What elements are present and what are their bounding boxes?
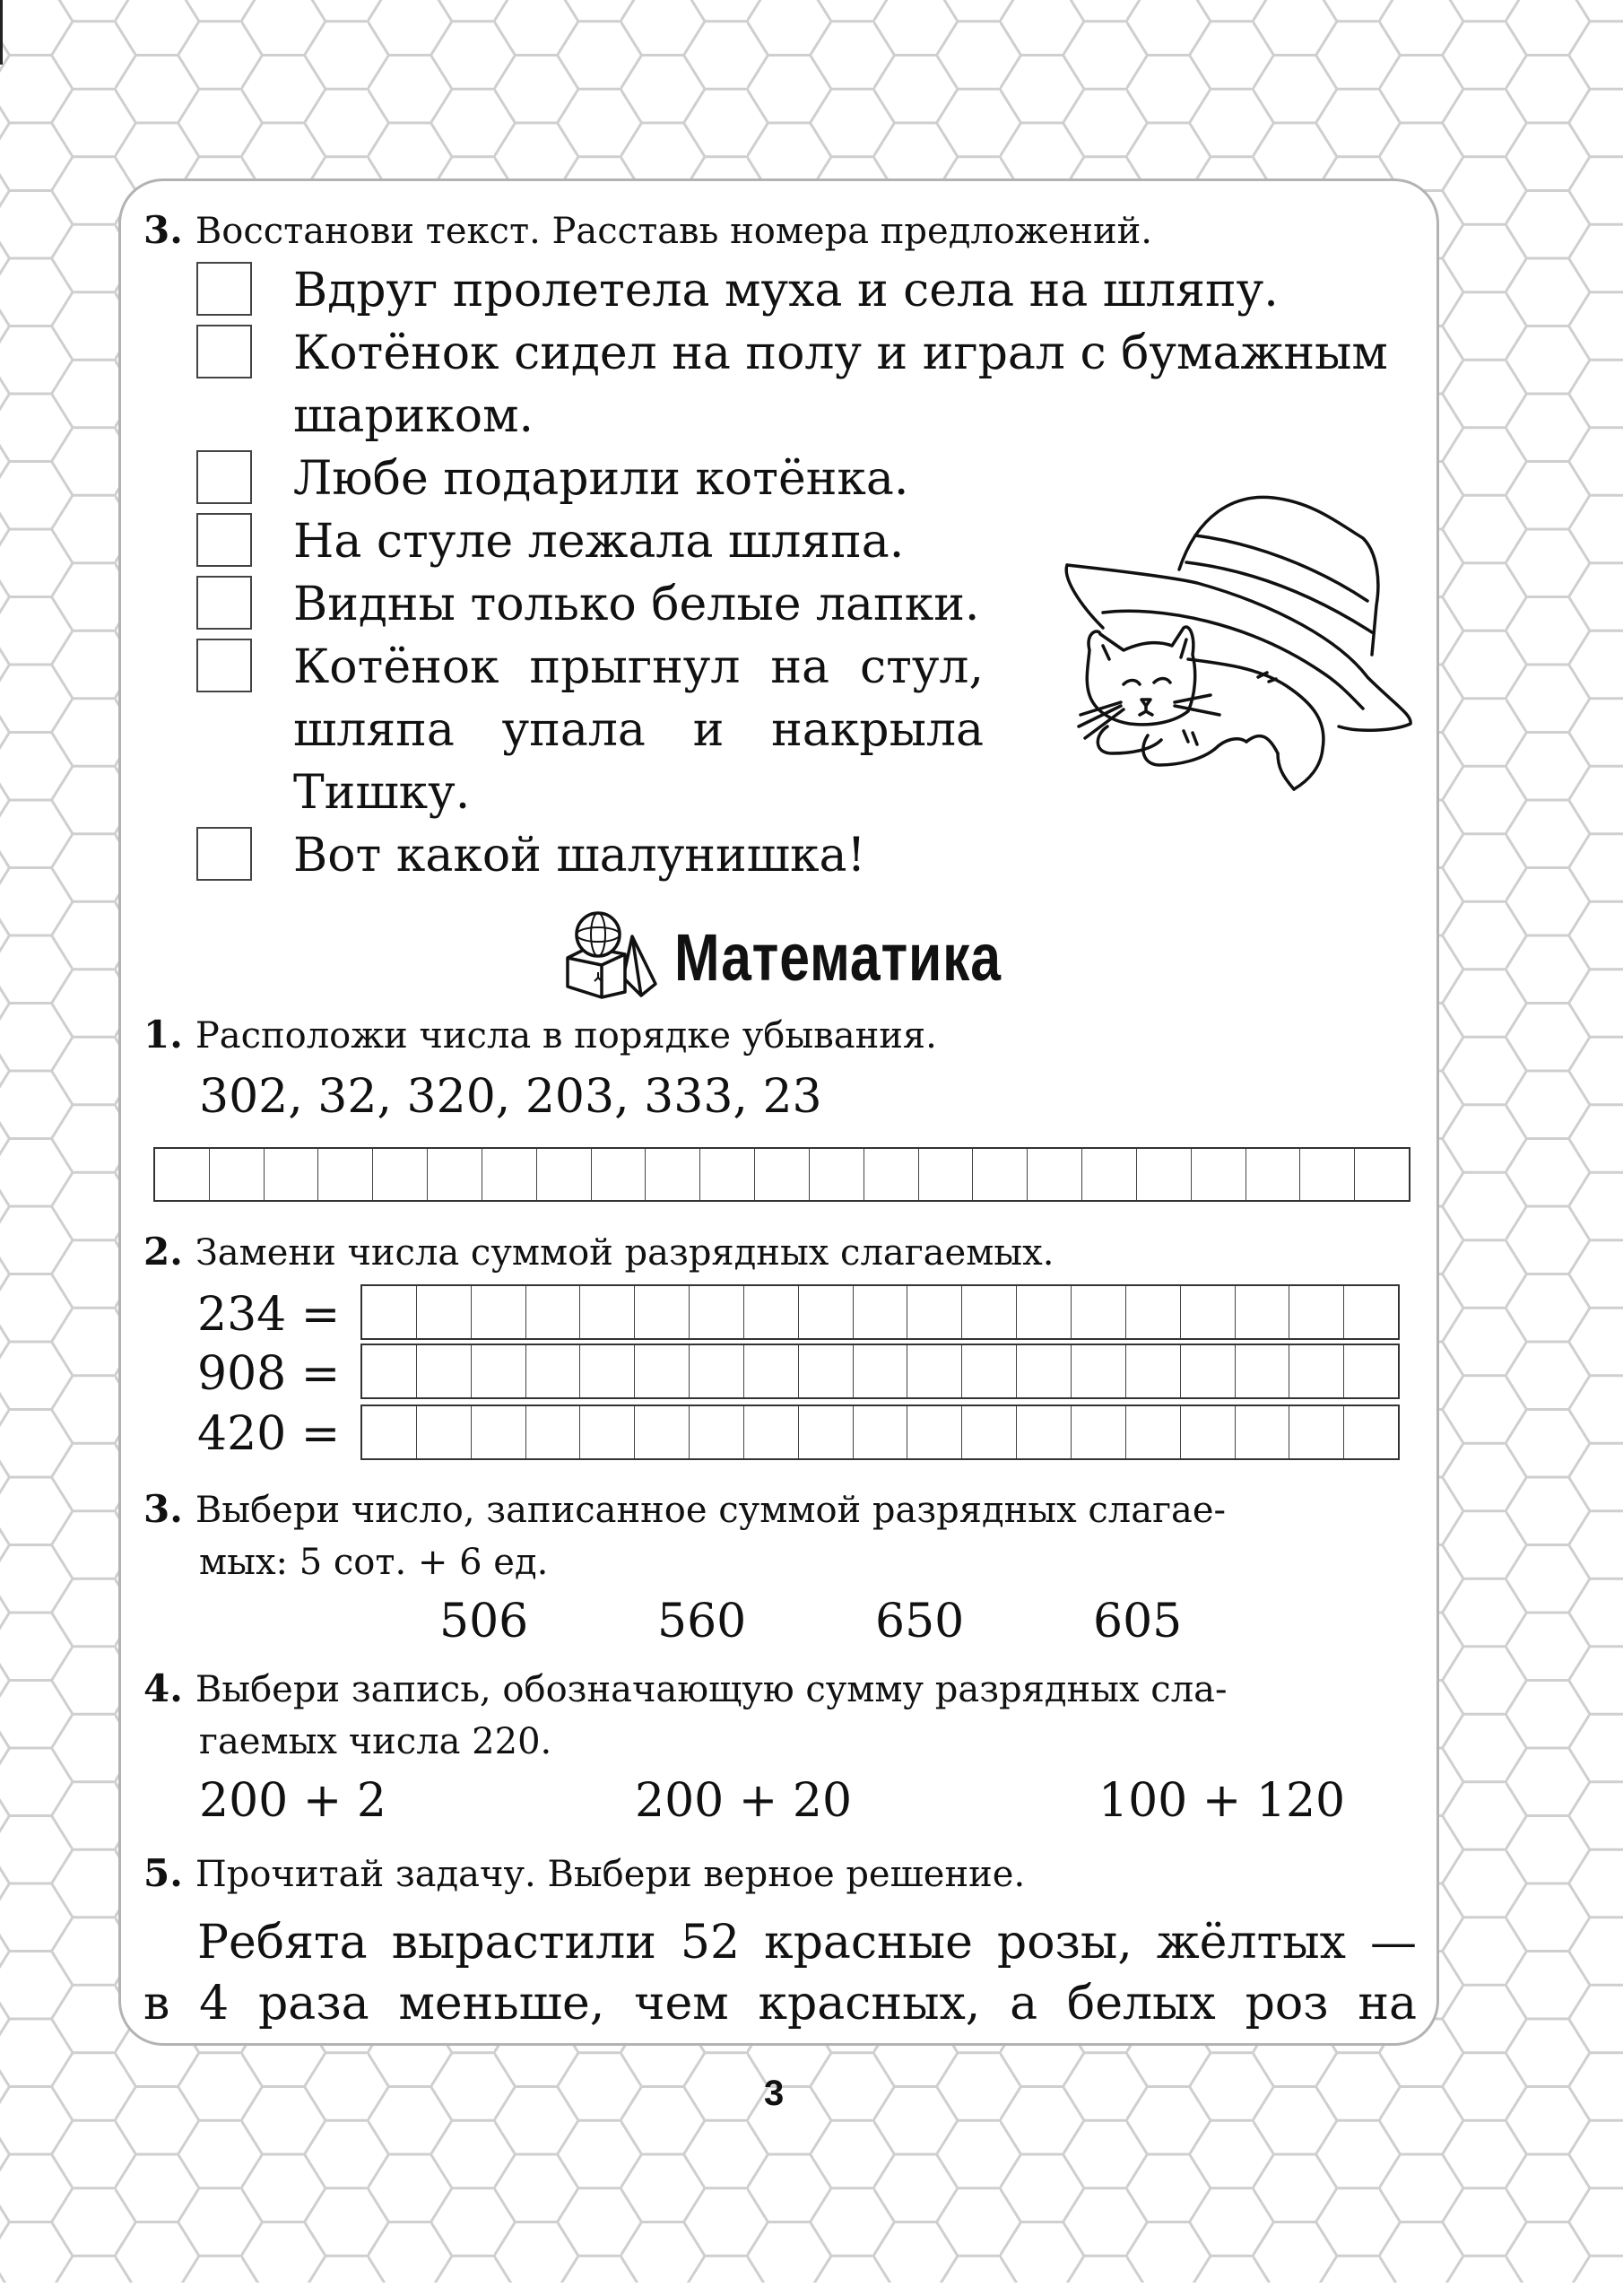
answer-cell[interactable] <box>265 1149 319 1200</box>
answer-cell[interactable] <box>1028 1149 1082 1200</box>
answer-cell[interactable] <box>1289 1406 1344 1458</box>
answer-cell[interactable] <box>854 1345 908 1397</box>
sentence-number-box-4[interactable] <box>196 513 252 567</box>
answer-cell[interactable] <box>537 1149 592 1200</box>
math-task-3-header <box>143 1487 1417 1531</box>
answer-cell[interactable] <box>580 1406 635 1458</box>
answer-cell[interactable] <box>362 1406 417 1458</box>
answer-cell[interactable] <box>1344 1345 1398 1397</box>
answer-cell[interactable] <box>744 1345 799 1397</box>
answer-cell[interactable] <box>1126 1345 1181 1397</box>
math-task-5-header <box>143 1851 1026 1895</box>
page-number: 3 <box>764 2074 785 2113</box>
answer-cell[interactable] <box>854 1406 908 1458</box>
answer-cell[interactable] <box>962 1406 1017 1458</box>
answer-cell[interactable] <box>592 1149 647 1200</box>
answer-cell[interactable] <box>1289 1286 1344 1338</box>
answer-cell[interactable] <box>580 1345 635 1397</box>
sentence-7-line-1: Вот какой шалунишка! <box>293 829 866 883</box>
answer-cell[interactable] <box>1181 1406 1236 1458</box>
task-number: 4. <box>143 1666 183 1710</box>
sentence-number-box-3[interactable] <box>196 450 252 504</box>
answer-cell[interactable] <box>907 1406 962 1458</box>
answer-cell[interactable] <box>755 1149 810 1200</box>
answer-cell[interactable] <box>1236 1286 1290 1338</box>
answer-cell[interactable] <box>362 1286 417 1338</box>
sentence-3-line-1: Любе подарили котёнка. <box>293 452 909 506</box>
answer-cell[interactable] <box>635 1286 690 1338</box>
answer-cell[interactable] <box>1126 1406 1181 1458</box>
expand-label-234: 234 = <box>197 1288 341 1342</box>
sentence-4-line-1: На стуле лежала шляпа. <box>293 515 905 569</box>
answer-cell[interactable] <box>526 1406 581 1458</box>
answer-cell[interactable] <box>210 1149 265 1200</box>
task-instruction: Замени числа суммой разрядных слагаемых. <box>195 1232 1055 1274</box>
option-605[interactable]: 605 <box>1093 1595 1183 1648</box>
answer-cell[interactable] <box>907 1345 962 1397</box>
task-number: 5. <box>143 1851 183 1895</box>
task-instruction: Прочитай задачу. Выбери верное решение. <box>195 1854 1026 1895</box>
answer-cell[interactable] <box>580 1286 635 1338</box>
answer-cell[interactable] <box>973 1149 1028 1200</box>
story-line-1: Ребята вырастили 52 красные розы, жёлтых — <box>197 1916 1417 1970</box>
answer-grid-908[interactable] <box>360 1344 1400 1399</box>
answer-cell[interactable] <box>472 1345 526 1397</box>
sentence-number-box-1[interactable] <box>196 262 252 316</box>
answer-cell[interactable] <box>1181 1345 1236 1397</box>
sentence-number-box-2[interactable] <box>196 325 252 378</box>
option-506[interactable]: 506 <box>439 1595 529 1648</box>
answer-cell[interactable] <box>744 1286 799 1338</box>
task-number: 2. <box>143 1230 183 1274</box>
option-650[interactable]: 650 <box>875 1595 965 1648</box>
answer-cell[interactable] <box>799 1406 854 1458</box>
task-instruction: Расположи числа в порядке убывания. <box>195 1015 937 1057</box>
answer-cell[interactable] <box>1246 1149 1301 1200</box>
answer-cell[interactable] <box>1137 1149 1192 1200</box>
math-task-1-header <box>143 1013 937 1057</box>
answer-cell[interactable] <box>1236 1345 1290 1397</box>
answer-cell[interactable] <box>690 1345 744 1397</box>
sentence-5-line-1: Видны только белые лапки. <box>293 578 980 631</box>
answer-cell[interactable] <box>1017 1345 1072 1397</box>
answer-cell[interactable] <box>690 1406 744 1458</box>
answer-cell[interactable] <box>700 1149 755 1200</box>
expand-label-908: 908 = <box>197 1347 341 1401</box>
sentence-number-box-5[interactable] <box>196 576 252 630</box>
answer-cell[interactable] <box>417 1406 472 1458</box>
answer-grid-234[interactable] <box>360 1284 1400 1340</box>
answer-cell[interactable] <box>417 1286 472 1338</box>
sentence-2-line-1: Котёнок сидел на полу и играл с бумажным <box>293 326 1388 380</box>
reading-task-header <box>143 208 1152 252</box>
answer-grid-descending[interactable] <box>153 1147 1410 1202</box>
answer-cell[interactable] <box>1072 1406 1126 1458</box>
answer-cell[interactable] <box>318 1149 373 1200</box>
answer-cell[interactable] <box>1126 1286 1181 1338</box>
sentence-6-line-2: шляпа упала и накрыла <box>293 703 984 757</box>
answer-cell[interactable] <box>799 1345 854 1397</box>
sentence-6-line-1: Котёнок прыгнул на стул, <box>293 640 984 694</box>
story-line-2: в 4 раза меньше, чем красных, а белых роз на <box>143 1977 1417 2031</box>
answer-cell[interactable] <box>919 1149 974 1200</box>
answer-cell[interactable] <box>362 1345 417 1397</box>
answer-cell[interactable] <box>1072 1345 1126 1397</box>
answer-cell[interactable] <box>526 1345 581 1397</box>
task-instruction-line-1: Выбери запись, обозначающую сумму разрядных сла- <box>195 1669 1228 1710</box>
sentence-number-box-7[interactable] <box>196 827 252 881</box>
math-section-title: Математика <box>674 920 1002 995</box>
numbers-to-sort: 302, 32, 320, 203, 333, 23 <box>199 1070 822 1124</box>
answer-cell[interactable] <box>1072 1286 1126 1338</box>
answer-cell[interactable] <box>635 1406 690 1458</box>
answer-cell[interactable] <box>1017 1406 1072 1458</box>
answer-cell[interactable] <box>472 1286 526 1338</box>
answer-cell[interactable] <box>526 1286 581 1338</box>
option-200-plus-20[interactable]: 200 + 20 <box>635 1774 853 1828</box>
sentence-2-line-2: шариком. <box>293 389 534 443</box>
answer-cell[interactable] <box>810 1149 864 1200</box>
answer-cell[interactable] <box>482 1149 537 1200</box>
expand-label-420: 420 = <box>197 1407 341 1461</box>
answer-cell[interactable] <box>417 1345 472 1397</box>
page-edge-mark <box>0 0 3 65</box>
sentence-1-line-1: Вдруг пролетела муха и села на шляпу. <box>293 264 1279 317</box>
answer-cell[interactable] <box>1181 1286 1236 1338</box>
answer-cell[interactable] <box>472 1406 526 1458</box>
task-number: 1. <box>143 1013 183 1057</box>
answer-cell[interactable] <box>864 1149 919 1200</box>
answer-cell[interactable] <box>1344 1286 1398 1338</box>
answer-cell[interactable] <box>1300 1149 1355 1200</box>
answer-cell[interactable] <box>428 1149 482 1200</box>
answer-cell[interactable] <box>1344 1406 1398 1458</box>
answer-cell[interactable] <box>962 1286 1017 1338</box>
sentence-6-line-3: Тишку. <box>293 766 471 820</box>
task-instruction-line-1: Выбери число, записанное суммой разрядных слагае- <box>195 1490 1227 1531</box>
geometry-shapes-icon <box>562 908 659 999</box>
math-task-2-header <box>143 1230 1055 1274</box>
answer-cell[interactable] <box>635 1345 690 1397</box>
task-instruction-line-2: мых: 5 сот. + 6 ед. <box>199 1542 549 1583</box>
kitten-under-hat-illustration <box>1054 480 1430 803</box>
answer-cell[interactable] <box>962 1345 1017 1397</box>
answer-cell[interactable] <box>1017 1286 1072 1338</box>
sentence-number-box-6[interactable] <box>196 639 252 692</box>
answer-cell[interactable] <box>155 1149 210 1200</box>
answer-cell[interactable] <box>646 1149 700 1200</box>
task-number: 3. <box>143 1487 183 1531</box>
answer-cell[interactable] <box>744 1406 799 1458</box>
answer-cell[interactable] <box>373 1149 428 1200</box>
answer-cell[interactable] <box>1192 1149 1246 1200</box>
task-instruction-line-2: гаемых числа 220. <box>199 1721 552 1762</box>
answer-cell[interactable] <box>1236 1406 1290 1458</box>
math-task-4-header <box>143 1666 1228 1710</box>
option-560[interactable]: 560 <box>657 1595 747 1648</box>
option-200-plus-2[interactable]: 200 + 2 <box>199 1774 386 1828</box>
answer-cell[interactable] <box>1355 1149 1409 1200</box>
answer-cell[interactable] <box>690 1286 744 1338</box>
answer-cell[interactable] <box>799 1286 854 1338</box>
task-number: 3. <box>143 208 183 252</box>
answer-cell[interactable] <box>854 1286 908 1338</box>
answer-cell[interactable] <box>907 1286 962 1338</box>
answer-cell[interactable] <box>1289 1345 1344 1397</box>
task-instruction: Восстанови текст. Расставь номера предложений. <box>195 211 1152 252</box>
option-100-plus-120[interactable]: 100 + 120 <box>1098 1774 1346 1828</box>
answer-grid-420[interactable] <box>360 1405 1400 1460</box>
answer-cell[interactable] <box>1082 1149 1137 1200</box>
